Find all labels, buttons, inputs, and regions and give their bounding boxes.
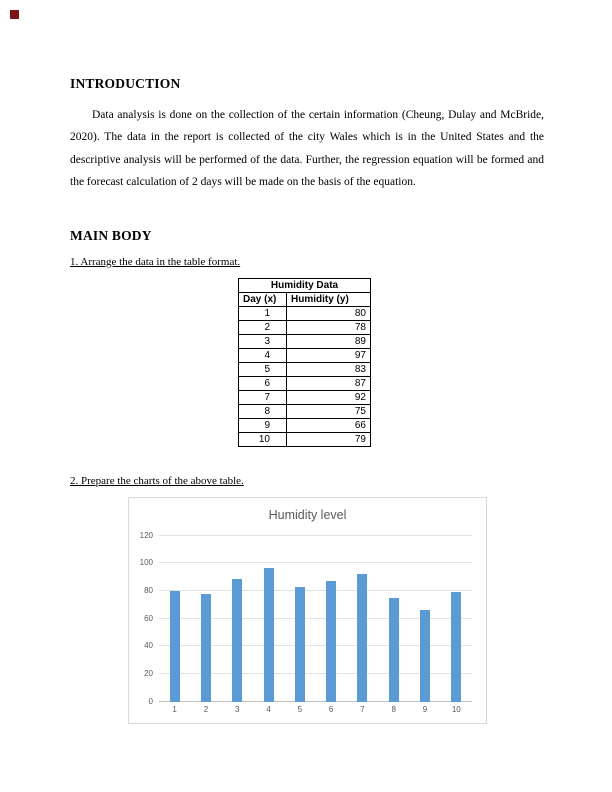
y-axis-tick-label: 80 — [144, 586, 153, 596]
introduction-paragraph: Data analysis is done on the collection of the certain information (Cheung, Dulay and McBride, 2020). The data in the report is collected of the city Wales which is in the United States and the descriptive analysis will be performed of the data. Further, the regression equation will be formed and the forecast calculation of 2 days will be made on the basis of the equation. — [70, 109, 544, 189]
bar-day-4 — [264, 568, 274, 702]
y-axis-tick-label: 40 — [144, 641, 153, 651]
bar-slot — [315, 536, 346, 702]
bar-day-8 — [389, 598, 399, 702]
chart-x-axis-labels — [159, 705, 472, 714]
table-row — [239, 418, 371, 432]
y-axis-tick-label: 60 — [144, 613, 153, 623]
humidity-table-body — [239, 306, 371, 446]
y-axis-tick-label: 20 — [144, 669, 153, 679]
introduction-heading: INTRODUCTION — [70, 76, 181, 91]
y-axis-tick-label: 0 — [148, 696, 153, 706]
x-axis-tick-label: 2 — [203, 704, 209, 714]
bar-slot — [190, 536, 221, 702]
table-row — [239, 404, 371, 418]
table-row — [239, 376, 371, 390]
table-title-row — [239, 278, 371, 292]
table-row — [239, 306, 371, 320]
humidity-cell: 83 — [287, 362, 371, 376]
bar-slot — [284, 536, 315, 702]
humidity-data-table — [238, 278, 371, 447]
bar-day-1 — [170, 591, 180, 702]
humidity-cell: 66 — [287, 418, 371, 432]
bar-slot — [347, 536, 378, 702]
x-axis-tick-label: 4 — [266, 704, 271, 714]
bar-day-7 — [357, 574, 367, 701]
page-corner-marker — [10, 10, 19, 19]
humidity-cell: 78 — [287, 320, 371, 334]
day-cell: 7 — [239, 390, 287, 404]
day-cell: 3 — [239, 334, 287, 348]
humidity-cell: 89 — [287, 334, 371, 348]
x-axis-tick-label: 3 — [235, 704, 240, 714]
bar-day-6 — [326, 581, 336, 701]
y-axis-tick-label: 120 — [139, 530, 153, 540]
bar-slot — [253, 536, 284, 702]
step2-label: 2. Prepare the charts of the above table. — [70, 474, 244, 487]
step1-label: 1. Arrange the data in the table format. — [70, 255, 241, 268]
day-cell: 8 — [239, 404, 287, 418]
table-row — [239, 320, 371, 334]
bar-day-2 — [201, 594, 211, 702]
humidity-cell: 92 — [287, 390, 371, 404]
bar-day-10 — [451, 592, 461, 701]
bar-slot — [378, 536, 409, 702]
x-axis-tick-label: 9 — [422, 704, 428, 714]
day-cell: 2 — [239, 320, 287, 334]
humidity-cell: 87 — [287, 376, 371, 390]
x-axis-tick-label: 6 — [328, 704, 334, 714]
bar-day-9 — [420, 610, 430, 701]
main-body-heading: MAIN BODY — [70, 227, 152, 243]
bar-slot — [441, 536, 472, 702]
chart-bars — [159, 536, 472, 702]
bar-day-5 — [295, 587, 305, 702]
column-header-day: Day (x) — [239, 292, 287, 306]
chart-title: Humidity level — [268, 507, 347, 522]
x-axis-tick-label: 5 — [297, 704, 303, 714]
day-cell: 9 — [239, 418, 287, 432]
x-axis-tick-label: 10 — [451, 704, 461, 714]
bar-slot — [409, 536, 440, 702]
humidity-cell: 79 — [287, 432, 371, 446]
table-row — [239, 348, 371, 362]
day-cell: 10 — [239, 432, 287, 446]
day-cell: 6 — [239, 376, 287, 390]
x-axis-tick-label: 1 — [172, 704, 177, 714]
humidity-chart — [128, 497, 487, 724]
chart-plot-area — [139, 530, 472, 706]
table-title: Humidity Data — [239, 278, 371, 292]
day-cell: 1 — [239, 306, 287, 320]
humidity-cell: 75 — [287, 404, 371, 418]
day-cell: 5 — [239, 362, 287, 376]
table-row — [239, 390, 371, 404]
humidity-cell: 80 — [287, 306, 371, 320]
x-axis-tick-label: 7 — [360, 704, 365, 714]
table-row — [239, 432, 371, 446]
bar-slot — [222, 536, 253, 702]
bar-day-3 — [232, 579, 242, 702]
table-row — [239, 362, 371, 376]
y-axis-tick-label: 100 — [139, 558, 153, 568]
bar-slot — [159, 536, 190, 702]
day-cell: 4 — [239, 348, 287, 362]
table-header-row — [239, 292, 371, 306]
humidity-cell: 97 — [287, 348, 371, 362]
column-header-humidity: Humidity (y) — [287, 292, 371, 306]
table-row — [239, 334, 371, 348]
x-axis-tick-label: 8 — [391, 704, 396, 714]
